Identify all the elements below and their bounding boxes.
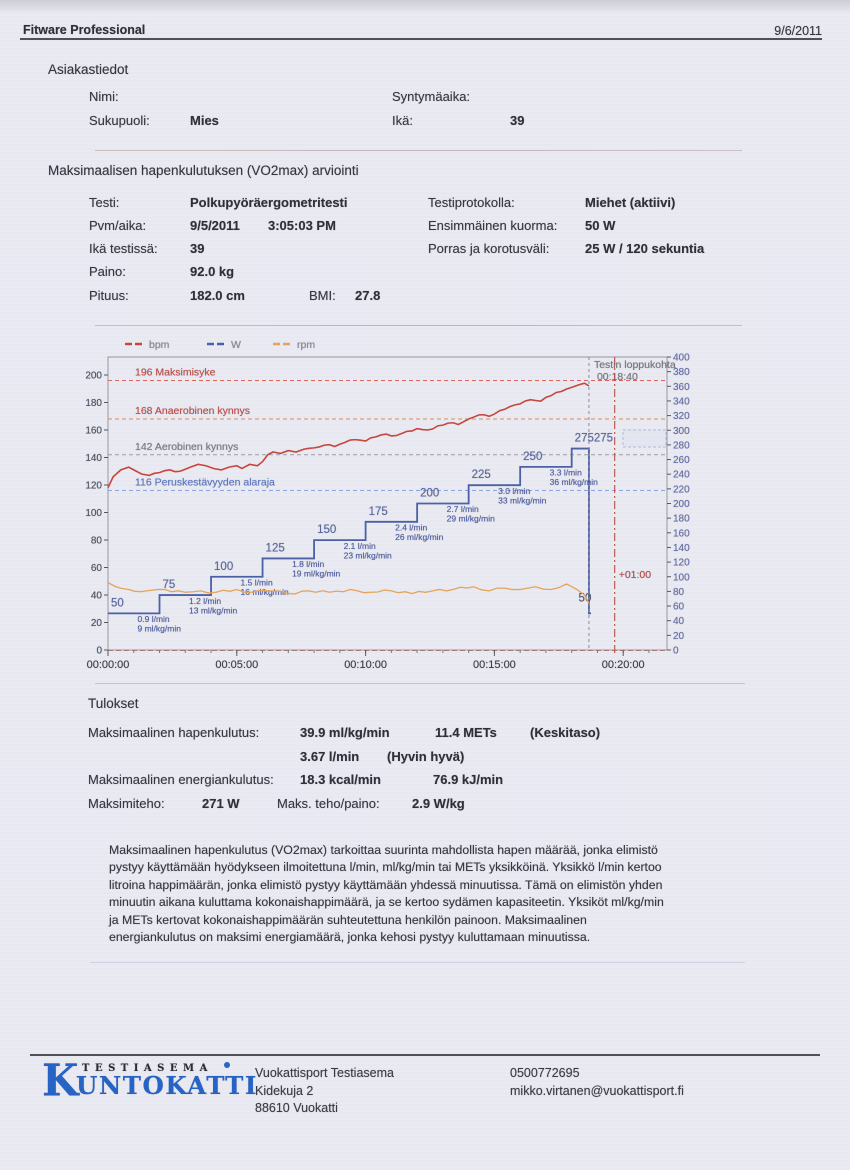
app-title: Fitware Professional (23, 23, 146, 37)
svg-text:+01:00: +01:00 (618, 569, 652, 581)
scan-artifact-box (623, 430, 666, 447)
max-power-label: Maksimiteho: (88, 796, 165, 811)
svg-text:250: 250 (523, 450, 543, 463)
svg-text:180: 180 (85, 398, 102, 409)
svg-text:200: 200 (673, 499, 690, 510)
logo-dot (224, 1062, 230, 1068)
svg-text:125: 125 (265, 542, 285, 555)
test-label: Testi: (89, 195, 120, 210)
age-value: 39 (510, 113, 525, 128)
height-label: Pituus: (89, 288, 129, 303)
svg-text:0: 0 (673, 645, 679, 657)
vo2-mlkg-value: 39.9 ml/kg/min (300, 725, 390, 740)
vo2-class-hyvin-hyva: (Hyvin hyvä) (387, 749, 465, 764)
svg-text:400: 400 (673, 352, 690, 364)
svg-text:140: 140 (673, 542, 690, 554)
svg-text:160: 160 (85, 425, 102, 437)
svg-text:50: 50 (111, 597, 124, 610)
datetime-label: Pvm/aika: (89, 218, 147, 233)
svg-text:340: 340 (673, 396, 690, 408)
svg-text:3.3 l/min36 ml/kg/min: 3.3 l/min 36 ml/kg/min (549, 467, 598, 488)
protocol-value: Miehet (aktiivi) (585, 195, 676, 210)
energy-label: Maksimaalinen energiankulutus: (88, 772, 274, 787)
svg-text:100: 100 (85, 508, 102, 519)
header-rule (20, 38, 822, 40)
svg-text:1.8 l/min19 ml/kg/min: 1.8 l/min 19 ml/kg/min (292, 559, 341, 579)
gender-value: Mies (190, 113, 219, 128)
svg-text:50: 50 (578, 592, 592, 605)
svg-text:200: 200 (420, 487, 440, 500)
svg-text:3.0 l/min33 ml/kg/min: 3.0 l/min 33 ml/kg/min (498, 485, 547, 506)
vo2-label: Maksimaalinen hapenkulutus: (88, 725, 260, 740)
recovery-marker (615, 357, 652, 654)
svg-text:240: 240 (673, 469, 690, 481)
weight-label: Paino: (89, 264, 126, 279)
svg-text:160: 160 (673, 528, 690, 540)
svg-text:2.4 l/min26 ml/kg/min: 2.4 l/min 26 ml/kg/min (395, 522, 444, 542)
svg-text:300: 300 (673, 425, 690, 437)
vo2-class-keskitaso: (Keskitaso) (530, 725, 601, 740)
chart-legend (125, 339, 315, 351)
svg-text:00:20:00: 00:20:00 (601, 659, 645, 671)
section-divider (95, 325, 742, 326)
svg-text:00:10:00: 00:10:00 (344, 659, 388, 671)
birthdate-label: Syntymäaika: (392, 89, 471, 104)
customer-heading: Asiakastiedot (48, 62, 129, 77)
age-label: Ikä: (392, 113, 413, 128)
energy-kj-value: 76.9 kJ/min (433, 772, 504, 787)
first-load-label: Ensimmäinen kuorma: (428, 218, 558, 233)
name-label: Nimi: (89, 89, 119, 104)
test-heading: Maksimaalisen hapenkulutuksen (VO2max) arviointi (48, 163, 359, 178)
svg-text:150: 150 (317, 524, 337, 537)
svg-text:116 Peruskestävyyden alaraja: 116 Peruskestävyyden alaraja (135, 476, 275, 489)
svg-text:00:05:00: 00:05:00 (215, 659, 259, 671)
svg-text:80: 80 (673, 586, 685, 598)
svg-text:142 Aerobinen kynnys: 142 Aerobinen kynnys (135, 440, 239, 453)
svg-text:bpm: bpm (149, 339, 170, 351)
watt-steps (108, 433, 613, 634)
svg-text:280: 280 (673, 440, 690, 452)
max-power-value: 271 W (202, 796, 240, 811)
time-value: 3:05:03 PM (268, 218, 336, 233)
rpm-line (108, 583, 589, 604)
gender-label: Sukupuoli: (89, 113, 150, 128)
svg-text:00:00:00: 00:00:00 (86, 659, 130, 671)
footer-email: mikko.virtanen@vuokattisport.fi (510, 1084, 684, 1098)
protocol-label: Testiprotokolla: (428, 195, 515, 210)
svg-text:140: 140 (85, 453, 102, 464)
section-divider (95, 150, 742, 151)
section-divider (90, 962, 745, 963)
footer-rule (30, 1054, 820, 1056)
svg-text:00:18:40: 00:18:40 (596, 371, 638, 383)
svg-text:40: 40 (90, 590, 102, 602)
svg-text:380: 380 (673, 367, 690, 379)
svg-text:1.5 l/min16 ml/kg/min: 1.5 l/min 16 ml/kg/min (240, 577, 289, 597)
svg-text:0: 0 (96, 645, 102, 657)
height-value: 182.0 cm (190, 288, 245, 303)
svg-text:120: 120 (673, 557, 690, 569)
threshold-lines (108, 367, 667, 491)
svg-text:2.7 l/min29 ml/kg/min: 2.7 l/min 29 ml/kg/min (446, 504, 495, 524)
energy-kcal-value: 18.3 kcal/min (300, 772, 381, 787)
test-value: Polkupyöräergometritesti (190, 195, 348, 210)
footer-org-name: Vuokattisport Testiasema (255, 1066, 394, 1080)
svg-text:60: 60 (673, 601, 685, 613)
svg-text:Testin loppukohta: Testin loppukohta (593, 359, 676, 371)
results-heading: Tulokset (88, 696, 139, 711)
svg-text:196 Maksimisyke: 196 Maksimisyke (135, 366, 216, 379)
power-weight-label: Maks. teho/paino: (277, 796, 380, 811)
svg-text:180: 180 (673, 513, 690, 525)
test-age-value: 39 (190, 241, 205, 256)
section-divider (95, 683, 745, 684)
svg-text:75: 75 (162, 579, 176, 592)
bmi-value: 27.8 (355, 288, 381, 303)
svg-text:2.1 l/min23 ml/kg/min: 2.1 l/min 23 ml/kg/min (343, 540, 392, 561)
svg-text:60: 60 (90, 563, 102, 574)
scan-edge-artifact (0, 0, 850, 14)
test-age-label: Ikä testissä: (89, 241, 158, 256)
svg-text:120: 120 (85, 480, 102, 492)
svg-text:175: 175 (368, 505, 388, 518)
svg-text:320: 320 (673, 411, 690, 423)
svg-text:225: 225 (471, 469, 491, 482)
footer-street: Kidekuja 2 (255, 1084, 314, 1098)
svg-text:168 Anaerobinen kynnys: 168 Anaerobinen kynnys (135, 405, 251, 417)
svg-text:40: 40 (673, 616, 685, 628)
vo2-mets-value: 11.4 METs (435, 725, 497, 740)
svg-text:20: 20 (673, 630, 685, 642)
weight-value: 92.0 kg (190, 264, 235, 279)
logo-kuntokatti-text: UNTOKATTI (76, 1071, 258, 1100)
header-date: 9/6/2011 (774, 24, 822, 38)
svg-text:80: 80 (90, 535, 102, 547)
power-weight-value: 2.9 W/kg (412, 796, 465, 811)
test-end-marker (589, 357, 676, 650)
svg-text:275275: 275275 (574, 432, 614, 445)
svg-text:260: 260 (673, 455, 690, 467)
svg-text:360: 360 (673, 381, 690, 393)
svg-text:1.2 l/min13 ml/kg/min: 1.2 l/min 13 ml/kg/min (189, 595, 238, 616)
logo-letter-k: K (42, 1054, 79, 1107)
bpm-line (108, 383, 589, 488)
svg-text:00:15:00: 00:15:00 (472, 659, 516, 671)
svg-text:200: 200 (85, 370, 102, 382)
step-value: 25 W / 120 sekuntia (585, 241, 705, 256)
footer-city: 88610 Vuokatti (255, 1101, 338, 1115)
svg-text:0.9 l/min9 ml/kg/min: 0.9 l/min 9 ml/kg/min (137, 614, 181, 634)
svg-text:220: 220 (673, 484, 690, 496)
svg-text:100: 100 (673, 572, 690, 584)
svg-text:W: W (231, 339, 241, 351)
bmi-label: BMI: (309, 288, 336, 303)
step-label: Porras ja korotusväli: (428, 241, 550, 256)
svg-text:100: 100 (214, 560, 234, 573)
svg-text:20: 20 (90, 618, 102, 629)
first-load-value: 50 W (585, 218, 616, 233)
date-value: 9/5/2011 (190, 218, 240, 233)
vo2max-description: Maksimaalinen hapenkulutus (VO2max) tarkoittaa suurinta mahdollista hapen määrää, jonka elimistö pystyy käyttämään hyödykseen ilmoitettuna l/min, ml/kg/min tai METs yksikköinä. Yksikkö l/min kertoo litroina happimäärän, jonka elimistö pystyy käyttämään yhdessä minuutissa. Tämä on elimistön yhden minuutin aikana kuluttama kokonaishappimäärä, ja se kertoo sydämen kapasiteetin. Yksiköt ml/kg/min ja METs kertovat kokonaishappimäärän suhteutettuna henkilön painoon. Maksimaalinen energiankulutus on maksimi energiamäärä, jonka kehosi pystyy kuluttamaan minuutissa. (109, 843, 664, 945)
vo2-lmin-value: 3.67 l/min (300, 749, 360, 764)
logo-testiasema-text: TESTIASEMA (82, 1063, 213, 1074)
vo2-test-chart (0, 335, 850, 675)
footer-phone: 0500772695 (510, 1066, 580, 1080)
svg-text:rpm: rpm (297, 339, 316, 351)
